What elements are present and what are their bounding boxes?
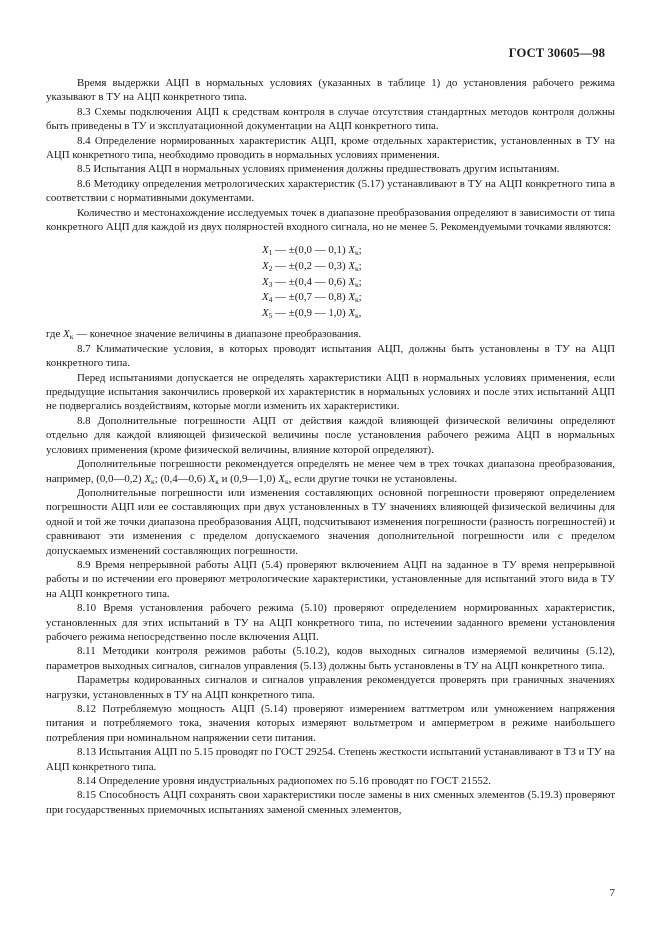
formula-line: $X_5$ — ±(0,9 — 1,0) $X_к$, xyxy=(262,306,362,320)
paragraph: Время выдержки АЦП в нормальных условиях (указанных в таблице 1) до установления рабочего режима указывают в ТУ на АЦП конкретного типа. xyxy=(46,77,615,104)
paragraph: 8.11 Методики контроля режимов работы (5.10.2), кодов выходных сигналов измеряемой величины (5.12), параметров выходных сигналов, сигналов управления (5.13) должны быть установлены в ТУ на АЦП конкретного типа. xyxy=(46,645,615,672)
paragraph: Параметры кодированных сигналов и сигналов управления рекомендуется проверять при граничных значениях нагрузки, установленных в ТУ на АЦП конкретного типа. xyxy=(46,674,615,701)
paragraph: Перед испытаниями допускается не определять характеристики АЦП в нормальных условиях применения, если предыдущие испытания закончились проверкой их характеристик в нормальных условиях и после этих испытаний АЦП не подвергались воздействиям, которые могли изменить их характеристики. xyxy=(46,371,615,413)
document-body xyxy=(46,76,615,817)
paragraph: Количество и местонахождение исследуемых точек в диапазоне преобразования определяют в зависимости от типа конкретного АЦП для каждой из двух полярностей входного сигнала, но не менее 5. Рекомендуемыми точками являются: xyxy=(46,206,615,234)
formula-line: $X_4$ — ±(0,7 — 0,8) $X_к$; xyxy=(262,291,362,305)
paragraph: 8.14 Определение уровня индустриальных радиопомех по 5.16 проводят по ГОСТ 21552. xyxy=(77,775,492,788)
paragraph: 8.12 Потребляемую мощность АЦП (5.14) проверяют измерением ваттметром или умножением напряжения питания и потребляемого тока, значения которых измеряют вольтметром и амперметром в режиме наибольшего потребления при номинальном напряжении сети питания. xyxy=(46,703,615,744)
points-paragraph: Дополнительные погрешности рекомендуется определять не менее чем в трех точках диапазона преобразования, например, (0,0—0,2) $X_к$; (0,4—0,6) $X_к$ и (0,9—1,0) $X_к$, если другие точки не установлены. xyxy=(46,458,615,486)
paragraph: 8.6 Методику определения метрологических характеристик (5.17) устанавливают в ТУ на АЦП конкретного типа в соответствии с нормативными документами. xyxy=(46,177,615,205)
paragraph: 8.7 Климатические условия, в которых проводят испытания АЦП, должны быть установлены в ТУ на АЦП конкретного типа. xyxy=(46,342,615,370)
document-header: ГОСТ 30605—98 xyxy=(508,46,605,60)
where-line: где $X_к$ — конечное значение величины в диапазоне преобразования. xyxy=(46,328,362,342)
paragraph: 8.3 Схемы подключения АЦП к средствам контроля в случае отсутствия стандартных методов контроля должны быть приведены в ТУ и эксплуатационной документации на АЦП конкретного типа. xyxy=(46,105,615,133)
page-number: 7 xyxy=(609,887,615,899)
formula-line: $X_1$ — ±(0,0 — 0,1) $X_к$; xyxy=(262,244,362,258)
paragraph: 8.5 Испытания АЦП в нормальных условиях применения должны предшествовать другим испытаниям. xyxy=(77,163,560,176)
paragraph: 8.9 Время непрерывной работы АЦП (5.4) проверяют включением АЦП на заданное в ТУ время непрерывной работы и по истечении его проверяют метрологические характеристики, установленные для испытаний этого вида в ТУ на АЦП конкретного типа. xyxy=(46,558,615,600)
paragraph: 8.8 Дополнительные погрешности АЦП от действия каждой влияющей физической величины определяют отдельно для каждой влияющей физической величины после установления рабочего режима АЦП в нормальных условиях применения (кроме физической величины, влияние которой определяют). xyxy=(46,414,615,456)
paragraph: 8.13 Испытания АЦП по 5.15 проводят по ГОСТ 29254. Степень жесткости испытаний устанавливают в ТЗ и ТУ на АЦП конкретного типа. xyxy=(46,746,615,773)
formula-line: $X_2$ — ±(0,2 — 0,3) $X_к$; xyxy=(262,260,362,274)
paragraph: 8.10 Время установления рабочего режима (5.10) проверяют определением нормированных характеристик, установленных для этих испытаний в ТУ на АЦП конкретного типа, по истечении заданного времени установления рабочего режима непосредственно после включения АЦП. xyxy=(46,602,615,643)
paragraph: 8.15 Способность АЦП сохранять свои характеристики после замены в них сменных элементов (5.19.3) проверяют при государственных приемочных испытаниях заменой сменных элементов, xyxy=(46,789,615,816)
formula-list xyxy=(262,243,615,321)
formula-line: $X_3$ — ±(0,4 — 0,6) $X_к$; xyxy=(262,275,362,289)
paragraph: 8.4 Определение нормированных характеристик АЦП, кроме отдельных характеристик, установленных в ТУ на АЦП конкретного типа, необходимо проводить в нормальных условиях применения. xyxy=(46,134,615,162)
paragraph: Дополнительные погрешности или изменения составляющих основной погрешности проверяют определением погрешности АЦП или ее составляющих при двух установленных в ТУ значениях влияющей физической величины для одной и той же точки диапазона преобразования АЦП, подсчитывают изменения погрешности (разность погрешностей) и сравнивают эти изменения с пределом допускаемого значения дополнительной погрешности или с пределом допускаемых изменений составляющих погрешности. xyxy=(46,486,615,557)
